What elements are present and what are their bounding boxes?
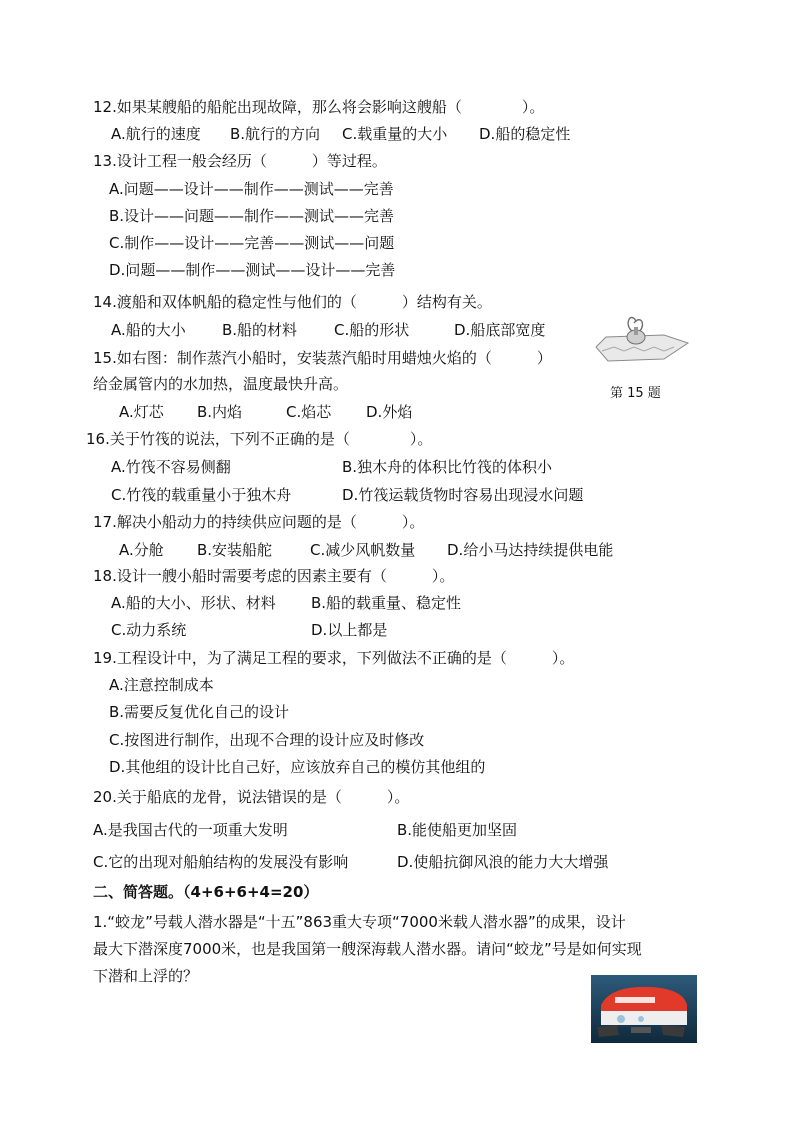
q15-figure-label: 第 15 题 [610,386,661,401]
q18-option-d: D.以上都是 [311,621,388,639]
q17-option-c: C.减少风帆数量 [310,541,416,559]
q16-stem: 16.关于竹筏的说法，下列不正确的是（ ）。 [86,430,433,448]
q14-option-c: C.船的形状 [334,321,410,339]
q19-stem: 19.工程设计中，为了满足工程的要求，下列做法不正确的是（ ）。 [93,649,575,667]
q17-option-a: A.分舱 [119,541,164,559]
q16-option-b: B.独木舟的体积比竹筏的体积小 [342,458,553,476]
sa1-line1: 1.“蛟龙”号载人潜水器是“十五”863重大专项“7000米载人潜水器”的成果，设计 [93,913,626,931]
q12-option-d: D.船的稳定性 [479,125,571,143]
q20-option-a: A.是我国古代的一项重大发明 [93,821,288,839]
q18-stem: 18.设计一艘小船时需要考虑的因素主要有（ ）。 [93,567,455,585]
q18-option-b: B.船的载重量、稳定性 [311,594,462,612]
q16-option-c: C.竹筏的载重量小于独木舟 [111,486,292,504]
q19-option-a: A.注意控制成本 [109,676,214,694]
q16-option-d: D.竹筏运载货物时容易出现浸水问题 [342,486,584,504]
q17-stem: 17.解决小船动力的持续供应问题的是（ ）。 [93,513,425,531]
q15-option-a: A.灯芯 [119,403,164,421]
q18-option-c: C.动力系统 [111,621,187,639]
submersible-photo [591,975,697,1043]
q20-option-c: C.它的出现对船舶结构的发展没有影响 [93,853,349,871]
q19-option-d: D.其他组的设计比自己好，应该放弃自己的模仿其他组的 [109,758,486,776]
q12-option-c: C.载重量的大小 [342,125,448,143]
q14-stem: 14.渡船和双体帆船的稳定性与他们的（ ）结构有关。 [93,293,492,311]
steam-boat-figure [594,313,690,369]
q14-option-a: A.船的大小 [111,321,186,339]
q17-option-d: D.给小马达持续提供电能 [447,541,614,559]
q17-option-b: B.安装船舵 [197,541,273,559]
q13-stem: 13.设计工程一般会经历（ ）等过程。 [93,152,387,170]
q12-stem: 12.如果某艘船的船舵出现故障，那么将会影响这艘船（ ）。 [93,98,545,116]
q13-option-c: C.制作——设计——完善——测试——问题 [109,234,395,252]
sa1-line2: 最大下潜深度7000米，也是我国第一艘深海载人潜水器。请问“蛟龙”号是如何实现 [93,940,642,958]
q13-option-a: A.问题——设计——制作——测试——完善 [109,180,394,198]
q15-option-b: B.内焰 [197,403,243,421]
q20-option-d: D.使船抗御风浪的能力大大增强 [397,853,609,871]
q18-option-a: A.船的大小、形状、材料 [111,594,276,612]
q15-option-c: C.焰芯 [286,403,332,421]
q12-option-b: B.航行的方向 [230,125,321,143]
q14-option-d: D.船底部宽度 [454,321,546,339]
q15-stem-line2: 给金属管内的水加热，温度最快升高。 [93,375,349,393]
sa1-line3: 下潜和上浮的？ [93,967,199,985]
q15-option-d: D.外焰 [366,403,413,421]
q16-option-a: A.竹筏不容易侧翻 [111,458,231,476]
q20-option-b: B.能使船更加坚固 [397,821,518,839]
q19-option-c: C.按图进行制作，出现不合理的设计应及时修改 [109,731,425,749]
q12-option-a: A.航行的速度 [111,125,201,143]
q13-option-d: D.问题——制作——测试——设计——完善 [109,261,396,279]
q19-option-b: B.需要反复优化自己的设计 [109,703,290,721]
q15-stem-line1: 15.如右图：制作蒸汽小船时，安装蒸汽船时用蜡烛火焰的（ ） [93,349,552,367]
q14-option-b: B.船的材料 [222,321,298,339]
q20-stem: 20.关于船底的龙骨，说法错误的是（ ）。 [93,788,410,806]
section-title: 二、简答题。（4+6+6+4=20） [93,883,319,901]
q13-option-b: B.设计——问题——制作——测试——完善 [109,207,395,225]
